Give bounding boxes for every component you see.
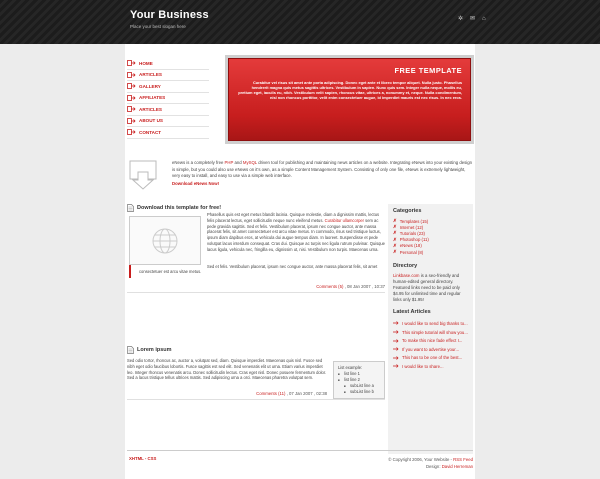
x-bullet-icon: ✗ — [393, 236, 397, 242]
document-icon — [127, 204, 134, 212]
nav-label: ARTICLES — [139, 72, 162, 78]
document-icon — [127, 346, 134, 354]
nav-label: ABOUT US — [139, 118, 163, 124]
article-date: , 07 Jan 2007 , 02:38 — [285, 391, 327, 397]
directory-description: is a seo-friendly and human-edited general directory. Featured links need to be paid only $4.95 for unlimited time and regular links only $1.95! — [393, 273, 461, 303]
nav-item-home[interactable] — [127, 58, 209, 70]
latest-article-link[interactable] — [393, 362, 468, 371]
arrow-icon — [393, 339, 399, 343]
site-slogan: Place your best slogan here — [130, 24, 186, 29]
nav-item-gallery[interactable] — [127, 81, 209, 93]
design-label: Design: — [425, 464, 442, 469]
nav-label: ARTICLES — [139, 106, 162, 112]
article-title-text[interactable]: Lorem ipsum — [137, 347, 172, 353]
article-title — [127, 346, 385, 354]
article-title-text[interactable]: Download this template for free! — [137, 205, 222, 211]
banner-title: FREE TEMPLATE — [394, 66, 462, 75]
sublist-item: ■ subList line b — [344, 389, 380, 395]
category-label: Templates (15) — [399, 218, 429, 224]
intro-text — [172, 160, 472, 187]
arrow-icon — [127, 106, 136, 112]
article-thumbnail — [129, 216, 201, 265]
directory-title: Directory — [393, 263, 418, 270]
arrow-icon — [393, 347, 399, 351]
article-date: , 08 Jan 2007 , 10:37 — [343, 284, 385, 290]
site-title[interactable]: Your Business — [130, 9, 209, 21]
intro-text-2: driven tool for publishing and maintaining news articles on a website. Integrating eNews into your existing design is simple, but you could also use eNews on it's own, as a simple Content Management System. Consisting of only one file, eNews is extremely lightweight, very easy to install, and easy to use via a simple web interface. — [172, 160, 473, 178]
list-example — [333, 361, 385, 399]
nav-label: CONTACT — [139, 129, 162, 135]
mysql-link[interactable]: MySQL — [242, 160, 258, 165]
latest-article-label: This has to be one of the best... — [402, 355, 463, 361]
arrow-icon — [393, 330, 399, 334]
nav-item-articles-2[interactable] — [127, 104, 209, 116]
category-label: Tutorials (23) — [399, 230, 425, 236]
article-title — [127, 204, 385, 212]
category-item[interactable] — [393, 249, 468, 255]
download-enews-link[interactable]: Download eNews Now! — [172, 180, 220, 186]
x-bullet-icon: ✗ — [393, 249, 397, 255]
rss-icon[interactable]: ✲ — [458, 16, 464, 22]
sidebar — [388, 204, 473, 454]
arrow-icon — [127, 118, 136, 124]
x-bullet-icon: ✗ — [393, 242, 397, 248]
intro-text-1: eNews is a completely free — [172, 160, 225, 165]
copyright-text: © Copyright 2006, Your Website - — [388, 457, 454, 462]
arrow-icon — [393, 364, 399, 368]
article-meta — [127, 284, 385, 293]
blockquote: Sed et felis. Vestibulum placerat, ipsum nec congue auctor, ante massa placerat felis, sit amet consectetuer est arcu vitae metus. — [129, 261, 385, 279]
list-title: List example: — [338, 365, 363, 370]
article-lorem — [127, 346, 385, 400]
xhtml-css-link[interactable]: XHTML - CSS — [129, 456, 157, 461]
latest-article-link[interactable] — [393, 345, 468, 354]
list-item: ■ list line 2 — [338, 377, 380, 383]
article-download — [127, 204, 385, 293]
rss-feed-link[interactable]: RSS Feed — [453, 457, 473, 462]
arrow-icon — [127, 129, 136, 135]
latest-article-link[interactable] — [393, 328, 468, 337]
banner-panel — [228, 58, 471, 141]
category-label: Personal (8) — [399, 249, 424, 255]
globe-icon — [150, 226, 180, 256]
footer — [127, 450, 473, 469]
category-label: Internet (12) — [399, 224, 424, 230]
latest-articles-title: Latest Articles — [393, 309, 431, 316]
main-nav — [127, 58, 209, 139]
nav-item-contact[interactable] — [127, 127, 209, 139]
latest-article-label: This simple tutorial will show you... — [402, 329, 468, 335]
sublist-item: ■ subList line a — [344, 383, 380, 389]
linkbase-link[interactable]: Linkbase.com — [393, 273, 420, 279]
nav-item-articles[interactable] — [127, 70, 209, 82]
latest-article-label: If you want to advertise your... — [402, 346, 460, 352]
banner — [225, 55, 474, 144]
latest-article-label: I would like to send big thanks to... — [402, 320, 468, 326]
email-icon[interactable]: ✉ — [470, 16, 476, 22]
latest-article-link[interactable] — [393, 354, 468, 363]
curabitur-link[interactable]: Curabitur ullamcorper — [324, 217, 365, 223]
intro-and: and — [233, 160, 243, 165]
arrow-icon — [127, 72, 136, 78]
list-item: ■ list line 1 — [338, 371, 380, 377]
banner-text: Curabitur vel risus sit amet ante porta adipiscing. Donec eget ante et libero tempor aliquet. Nulla justo. Phasellus hendrerit magna quis metus sagittis ultrices. Vestibulum in sapien. Nunc quis sem. Integer nulla neque, mollis eu, pretium eget, iaculis eu, nibh. Vestibulum velit sapien, rhoncus vitae, ultrices a, nonummy et, neque. Nulla condimentum, nisl non rhoncus porttitor, velit enim consectetuer augue, id imperdiet mauris est nec risus. In nec eros. — [238, 80, 462, 101]
arrow-icon — [393, 356, 399, 360]
article-body — [127, 212, 385, 278]
nav-item-about-us[interactable] — [127, 116, 209, 128]
arrow-icon — [127, 60, 136, 66]
x-bullet-icon: ✗ — [393, 230, 397, 236]
header — [0, 0, 600, 44]
category-label: Photoshop (11) — [399, 237, 429, 243]
php-link[interactable]: PHP — [224, 160, 234, 165]
nav-label: AFFILIATES — [139, 95, 166, 101]
arrow-icon — [127, 83, 136, 89]
article-body-1: Phasellus quis est eget metus blandit lacinia. Quisque molestie, diam a dignissim mattis, lectus felis placerat lectus, eget sollicitudin neque nunc eleifend metus. — [207, 212, 380, 223]
content-wrapper — [125, 44, 475, 479]
latest-article-label: I would like to share... — [402, 363, 444, 369]
arrow-icon — [393, 321, 399, 325]
footer-credits — [388, 456, 473, 470]
arrow-icon — [127, 95, 136, 101]
nav-item-affiliates[interactable] — [127, 93, 209, 105]
home-icon[interactable]: ⌂ — [482, 16, 486, 22]
comments-link[interactable]: Comments (5) — [316, 284, 344, 290]
article-body-text: Sed odio tortor, rhoncus ac, auctor a, volutpat sed, diam. Quisque imperdiet. Maecenas quis nisl. Fusce sed nibh eget odio faucibus lobortis. Fusce sagittis est sed elit. Sed venenatis elit ut urna. Etiam varius imperdiet leo. Integer rhoncus venenatis arcu. Donec sollicitudin lectus. Cras eget nisl. Donec posuere fermentum dolor. Sed a lacus tristique tellus ultrices mattis. Sed adipiscing urna a orci. Maecenas pharetra volutpat sem. — [127, 358, 327, 381]
download-icon — [129, 160, 157, 190]
x-bullet-icon: ✗ — [393, 224, 397, 230]
category-label: eNews (18) — [399, 243, 422, 249]
nav-label: HOME — [139, 60, 153, 66]
nav-label: GALLERY — [139, 83, 161, 89]
latest-article-link[interactable] — [393, 319, 468, 328]
directory-text — [393, 273, 468, 303]
latest-article-label: To make this nice fade effect I... — [402, 338, 463, 344]
categories-title: Categories — [393, 208, 422, 214]
article-body-2: sem ac pede gravida sagittis. Sed et felis. Vestibulum placerat, ipsum nec congue auctor, ante massa placerat felis, sit amet consectetuer est arcu vitae metus. In commodo, risus sed tristique luctus, ipsum diam dapibus eros, at vehicula dui augue tempus diam. In laoreet. Suspendisse et pede volutpat lacus interdum consequat. Cras dui. Quisque ac turpis nec ligula rutrum pulvinar. Quisque lacus ligula, vehicula nec, fringilla eu, dignissim ut, nisi. Vestibulum non turpis. Maecenas urna. — [207, 217, 385, 252]
comments-link[interactable]: Comments (11) — [256, 391, 286, 397]
x-bullet-icon: ✗ — [393, 218, 397, 224]
latest-article-link[interactable] — [393, 336, 468, 345]
designer-link[interactable]: David Herreman — [441, 464, 473, 469]
